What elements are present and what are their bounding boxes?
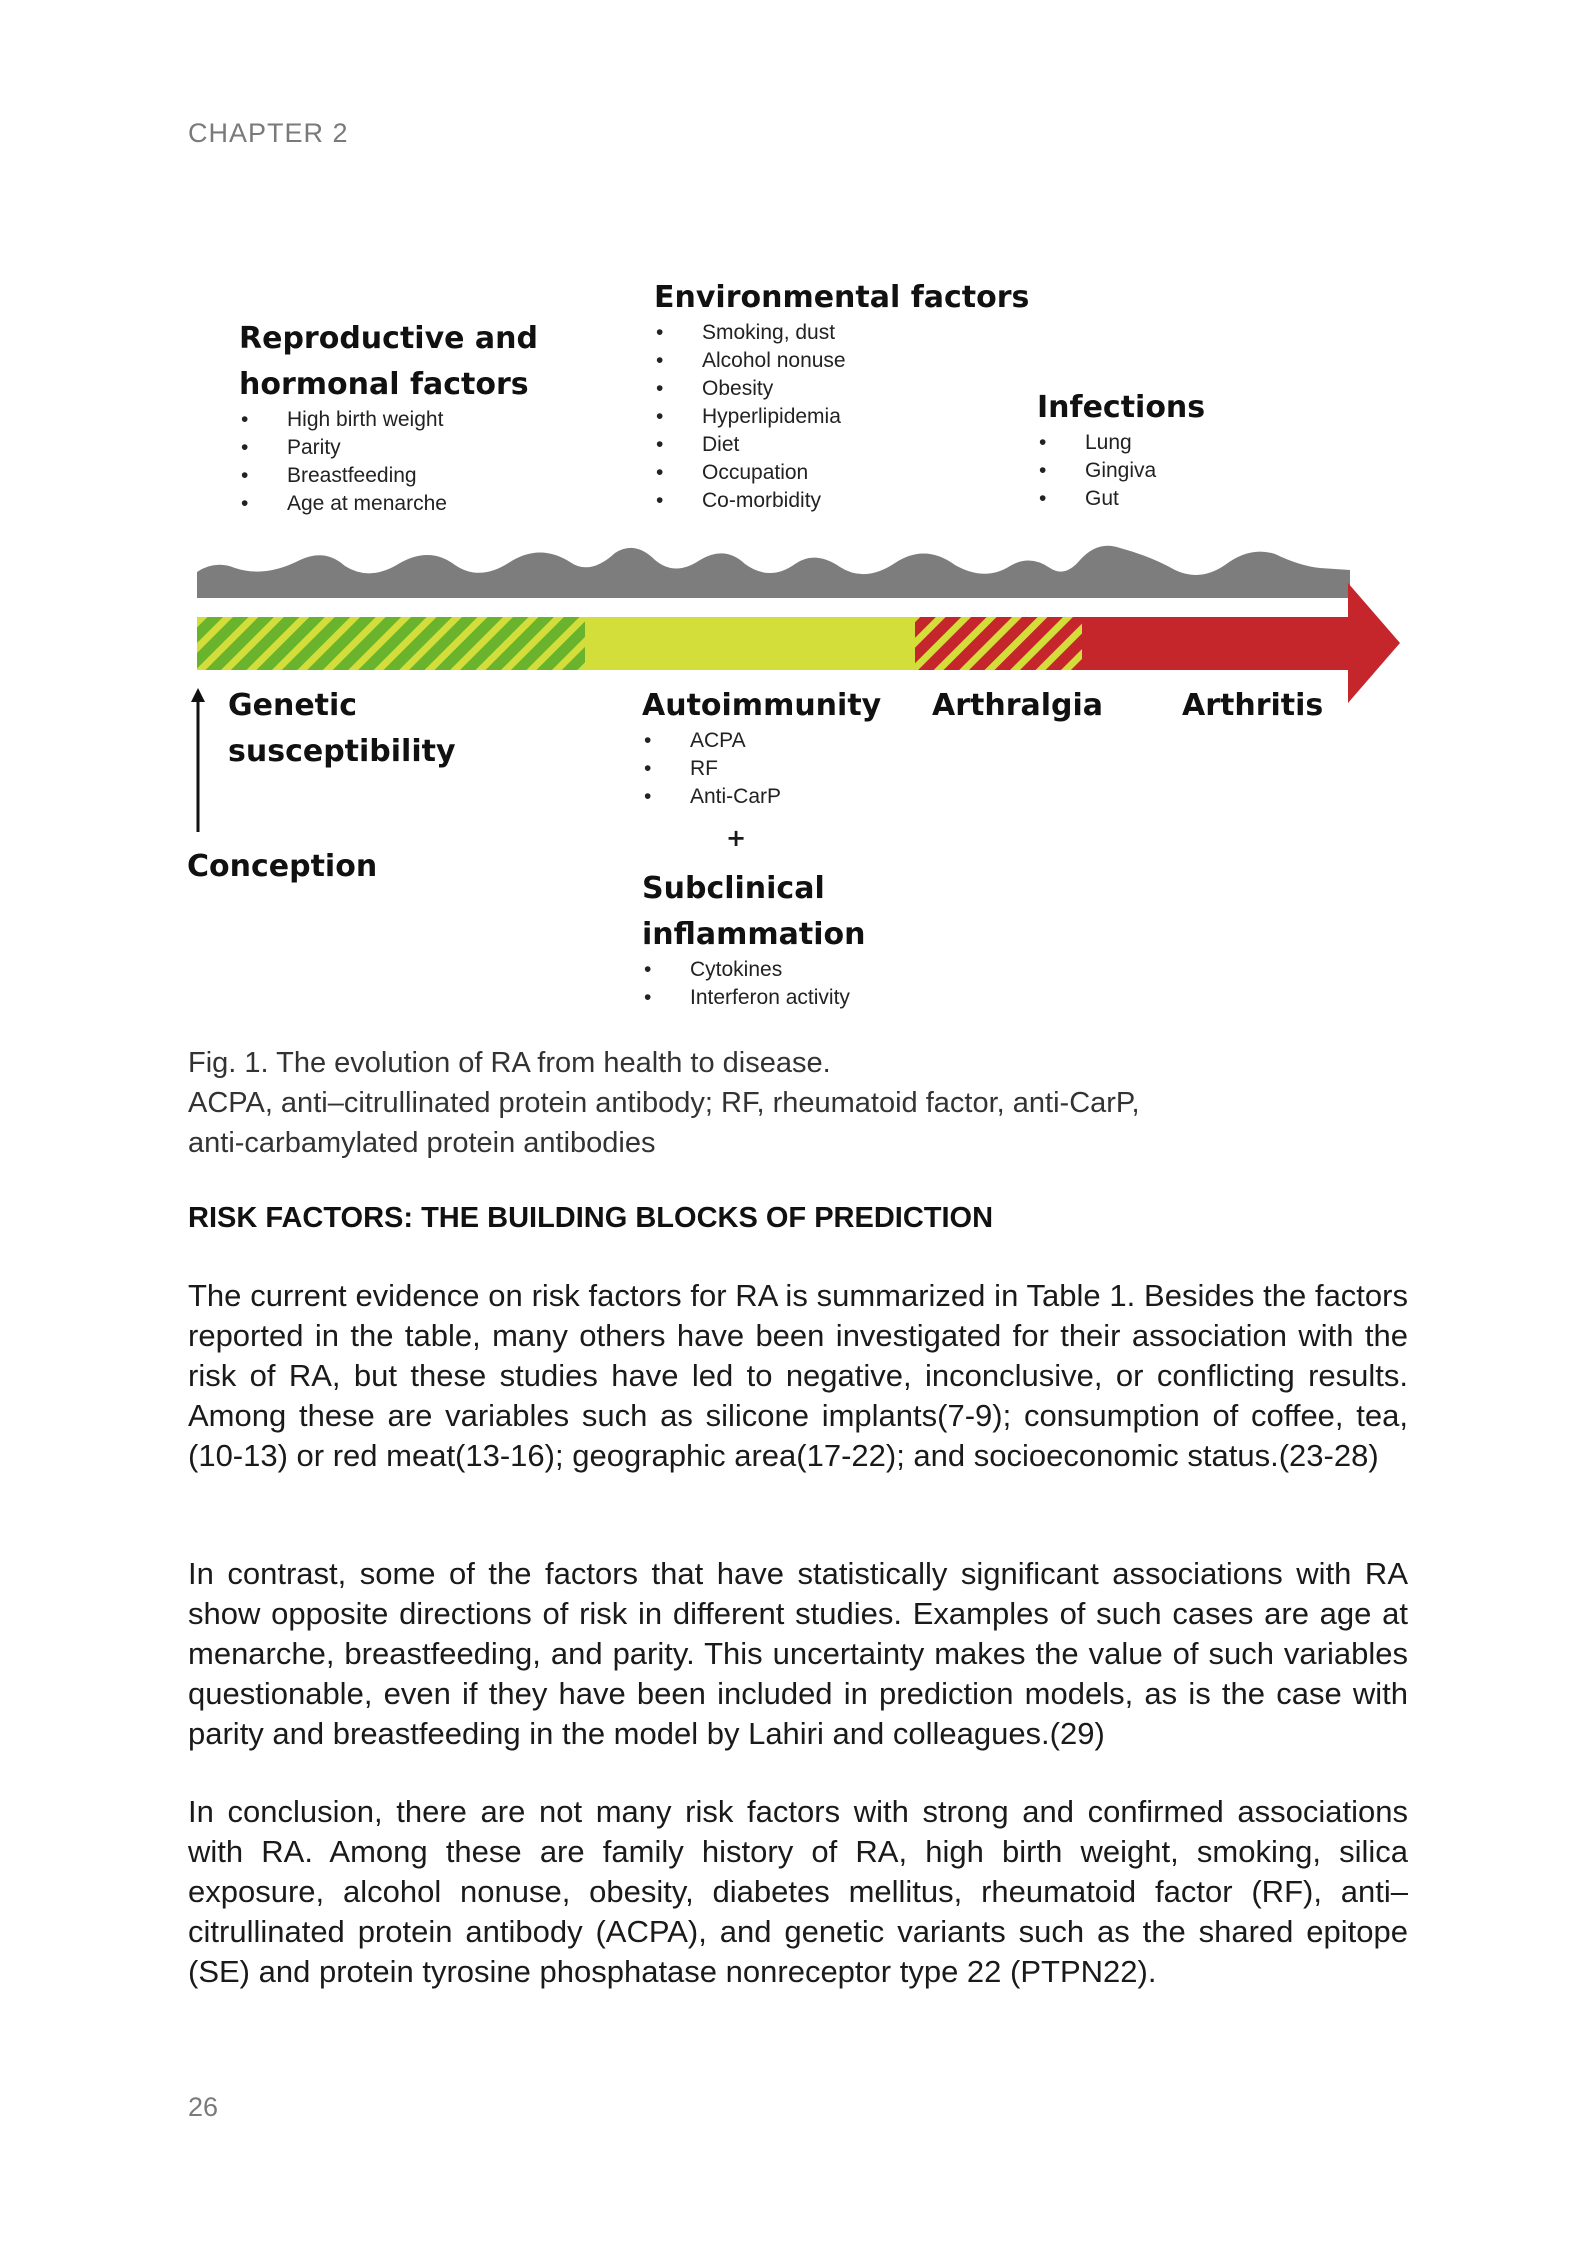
conception-arrow: [188, 688, 208, 836]
list-item: • High birth weight: [239, 406, 538, 434]
list-item: • Interferon activity: [642, 984, 865, 1012]
caption-line1: Fig. 1. The evolution of RA from health to disease.: [188, 1047, 831, 1079]
caption-line3: anti-carbamylated protein antibodies: [188, 1127, 656, 1159]
segment-health-hatched: [197, 617, 585, 670]
infections-block: [1037, 385, 1205, 513]
autoimmunity-title: Autoimmunity: [642, 688, 882, 723]
list-item: • Diet: [654, 431, 1029, 459]
infections-list: [1037, 429, 1205, 513]
subclinical-block: [642, 866, 865, 1012]
environmental-factors-block: [654, 275, 1029, 515]
genetic-line2: susceptibility: [228, 734, 456, 769]
environmental-factors-list: [654, 319, 1029, 515]
figure: [0, 0, 1594, 1030]
genetic-line1: Genetic: [228, 688, 358, 723]
paragraph-1: The current evidence on risk factors for RA is summarized in Table 1. Besides the factors reported in the table, many others have been investigated for their association with the risk of RA, but these studies have led to negative, inconclusive, or conflicting results. Among these are variables such as silicone implants(7-9); consumption of coffee, tea,(10-13) or red meat(13-16); geographic area(17-22); and socioeconomic status.(23-28): [188, 1278, 1408, 1473]
list-item: • Anti-CarP: [642, 783, 881, 811]
reproductive-factors-block: [239, 316, 538, 518]
subclinical-line2: inflammation: [642, 917, 866, 952]
autoimmunity-block: [642, 683, 881, 811]
section-heading: RISK FACTORS: THE BUILDING BLOCKS OF PREDICTION: [188, 1202, 994, 1234]
segment-arthritis: [1082, 617, 1350, 670]
mountain-silhouette: [197, 546, 1350, 598]
paragraph-2: In contrast, some of the factors that have statistically significant associations with RA show opposite directions of risk in different studies. Examples of such cases are age at menarche, breastfeeding, and parity. This uncertainty makes the value of such variables questionable, even if they have been included in prediction models, as is the case with parity and breastfeeding in the model by Lahiri and colleagues.(29): [188, 1556, 1408, 1751]
list-item: • Hyperlipidemia: [654, 403, 1029, 431]
reproductive-factors-list: [239, 406, 538, 518]
arthralgia-label: Arthralgia: [932, 688, 1104, 723]
list-item: • Gut: [1037, 485, 1205, 513]
list-item: • Alcohol nonuse: [654, 347, 1029, 375]
segment-arthralgia-hatched: [915, 617, 1082, 670]
page-number: 26: [188, 2092, 219, 2122]
list-item: • Gingiva: [1037, 457, 1205, 485]
list-item: • Breastfeeding: [239, 462, 538, 490]
autoimmunity-list: [642, 727, 881, 811]
infections-title: Infections: [1037, 390, 1206, 425]
plus-sign: +: [726, 824, 747, 852]
list-item: • Smoking, dust: [654, 319, 1029, 347]
arrow-head: [1348, 583, 1400, 703]
caption-line2: ACPA, anti–citrullinated protein antibody; RF, rheumatoid factor, anti-CarP,: [188, 1087, 1140, 1119]
arrow-up-icon: [191, 688, 205, 702]
chapter-header: CHAPTER 2: [188, 118, 349, 148]
genetic-susceptibility-block: [228, 683, 456, 775]
reproductive-title-line1: Reproductive and: [239, 321, 538, 356]
arthritis-label: Arthritis: [1182, 688, 1324, 723]
list-item: • Co-morbidity: [654, 487, 1029, 515]
figure-caption: [188, 1043, 1140, 1163]
subclinical-list: [642, 956, 865, 1012]
subclinical-line1: Subclinical: [642, 871, 825, 906]
list-item: • Obesity: [654, 375, 1029, 403]
list-item: • Age at menarche: [239, 490, 538, 518]
list-item: • Parity: [239, 434, 538, 462]
environmental-title: Environmental factors: [654, 280, 1030, 315]
list-item: • Occupation: [654, 459, 1029, 487]
paragraph-3: In conclusion, there are not many risk factors with strong and confirmed associations with RA. Among these are family history of RA, high birth weight, smoking, silica exposure, alcohol nonuse, obesity, diabetes mellitus, rheumatoid factor (RF), anti–citrullinated protein antibody (ACPA), and genetic variants such as the shared epitope (SE) and protein tyrosine phosphatase nonreceptor type 22 (PTPN22).: [188, 1794, 1408, 1989]
list-item: • ACPA: [642, 727, 881, 755]
list-item: • Lung: [1037, 429, 1205, 457]
conception-label: Conception: [187, 849, 378, 884]
list-item: • Cytokines: [642, 956, 865, 984]
segment-autoimmunity: [585, 617, 915, 670]
list-item: • RF: [642, 755, 881, 783]
reproductive-title-line2: hormonal factors: [239, 367, 529, 402]
